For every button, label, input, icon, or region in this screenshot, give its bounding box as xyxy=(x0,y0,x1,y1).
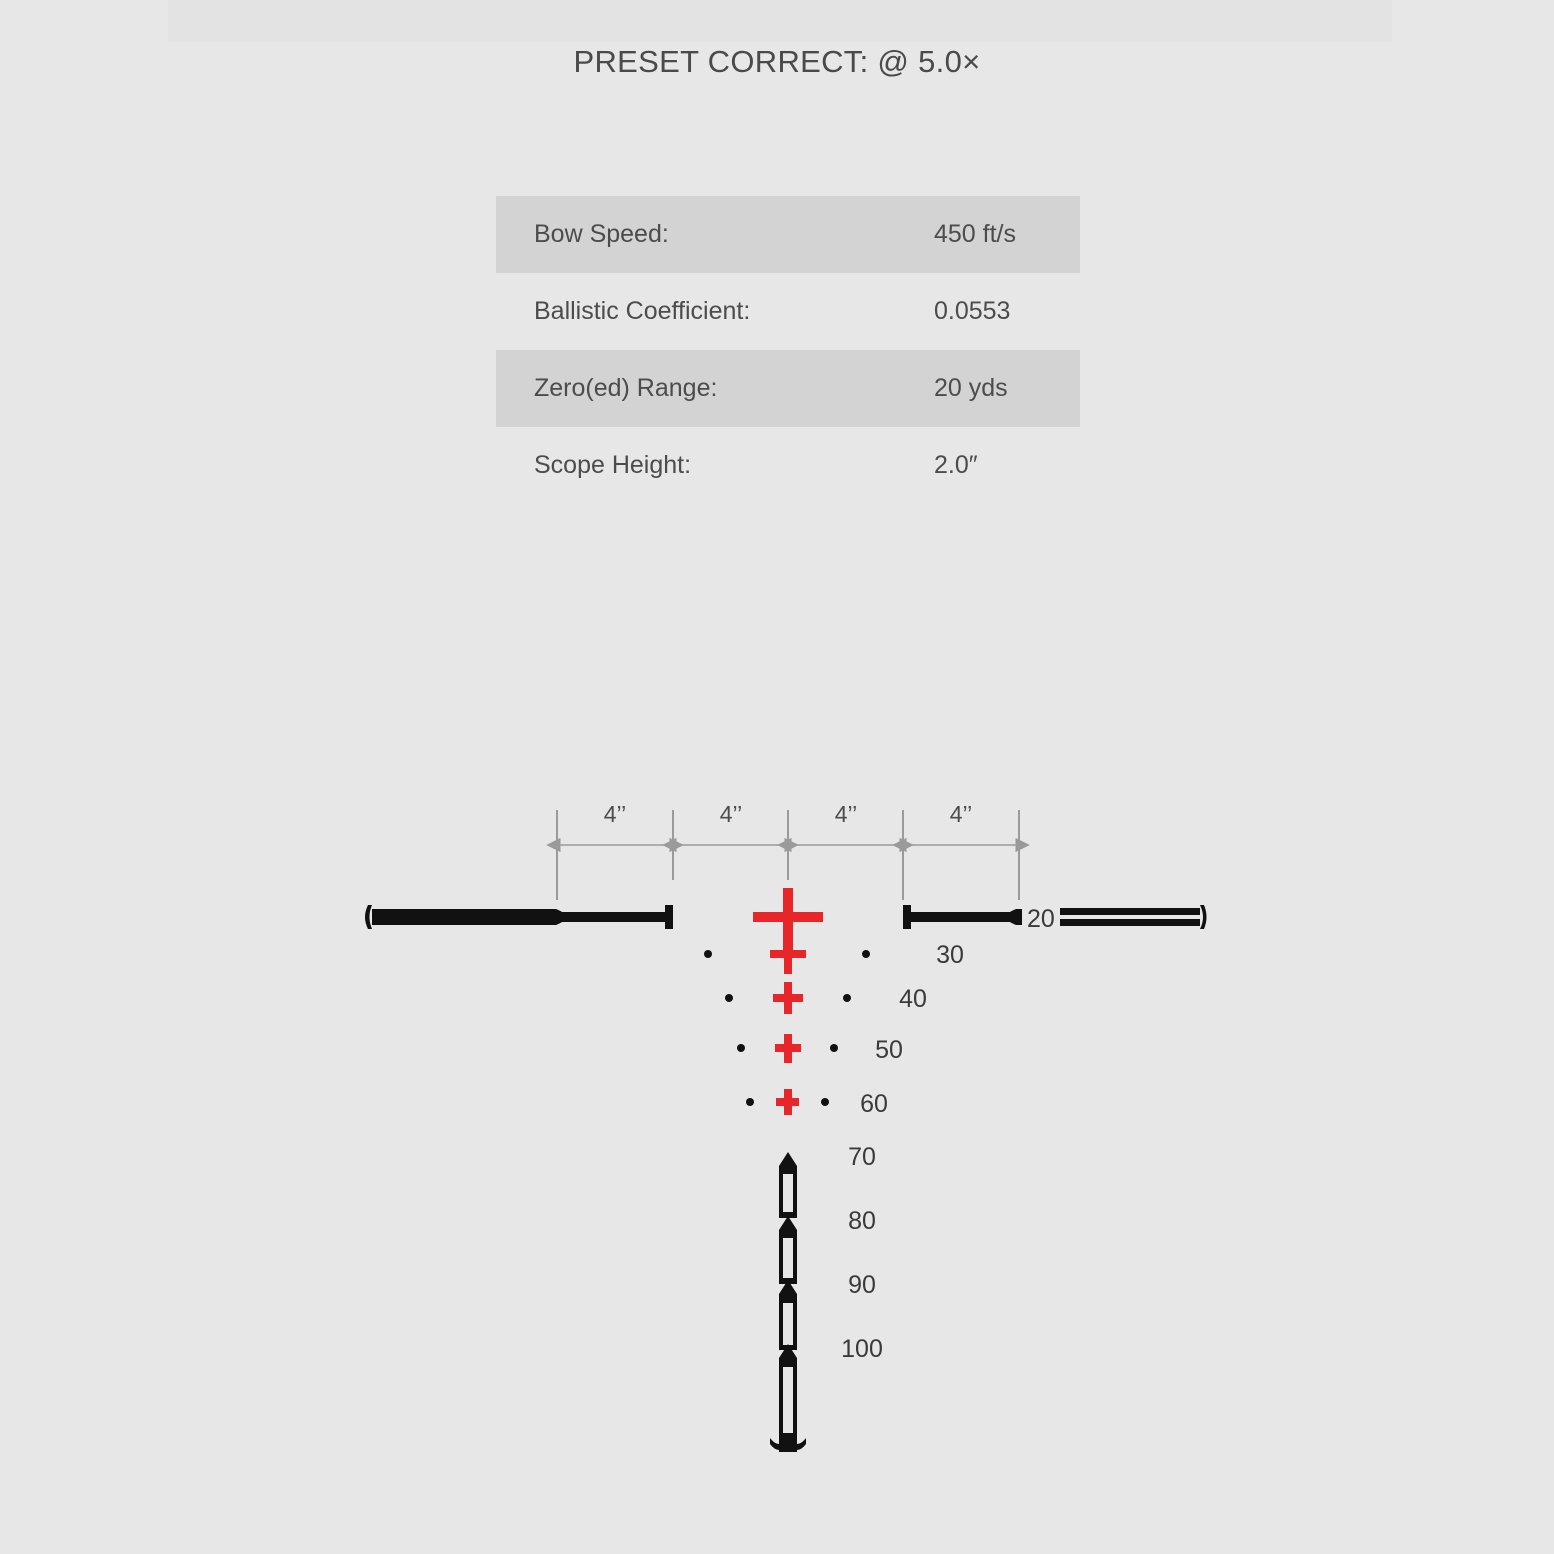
range-label-80: 80 xyxy=(848,1207,876,1235)
table-row xyxy=(496,273,1080,350)
page-title: PRESET CORRECT: @ 5.0× xyxy=(573,44,981,79)
range-label-20: 20 xyxy=(1027,905,1055,933)
spec-label: Bow Speed: xyxy=(534,220,669,248)
holdover-mark-50 xyxy=(737,1034,903,1064)
holdover-mark-40 xyxy=(725,982,927,1014)
range-label-50: 50 xyxy=(875,1036,903,1064)
reticle-diagram xyxy=(0,760,1554,1480)
spec-label: Ballistic Coefficient: xyxy=(534,297,751,325)
dimension-label: 4’’ xyxy=(603,801,627,827)
holdover-mark-60 xyxy=(746,1089,888,1118)
crosshair-horizontal-left xyxy=(365,905,673,929)
holdover-mark-30 xyxy=(704,938,964,974)
range-label-70: 70 xyxy=(848,1143,876,1171)
table-row xyxy=(496,427,1080,504)
dimension-label: 4’’ xyxy=(719,801,743,827)
spec-table xyxy=(496,196,1080,504)
range-label-40: 40 xyxy=(899,985,927,1013)
spec-value: 2.0″ xyxy=(934,451,978,479)
spec-label: Scope Height: xyxy=(534,451,692,479)
dimension-label: 4’’ xyxy=(949,801,973,827)
table-row xyxy=(496,196,1080,273)
spec-value: 450 ft/s xyxy=(934,220,1016,248)
top-band xyxy=(168,0,1392,42)
range-label-100: 100 xyxy=(841,1335,883,1363)
table-row xyxy=(496,350,1080,427)
spec-value: 0.0553 xyxy=(934,297,1011,325)
range-label-60: 60 xyxy=(860,1090,888,1118)
spec-label: Zero(ed) Range: xyxy=(534,374,718,402)
vertical-stadia xyxy=(770,1152,806,1452)
range-label-30: 30 xyxy=(936,941,964,969)
spec-value: 20 yds xyxy=(934,374,1008,402)
dimension-label: 4’’ xyxy=(834,801,858,827)
range-label-90: 90 xyxy=(848,1271,876,1299)
